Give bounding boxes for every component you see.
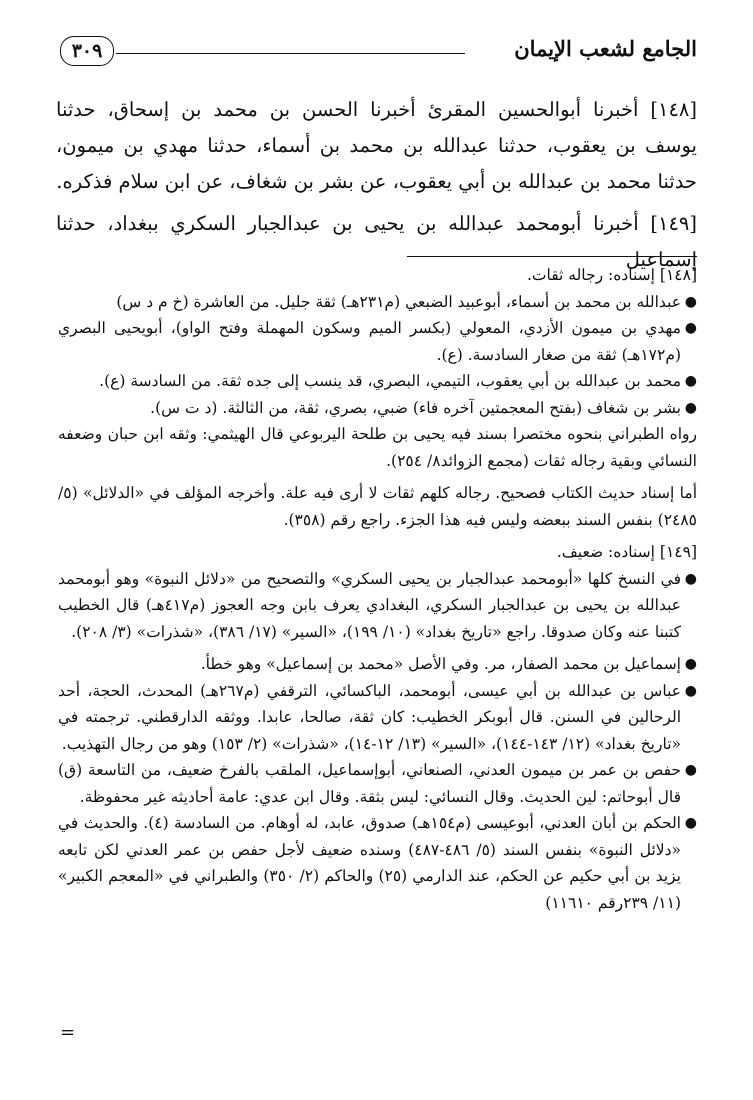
bullet-icon: ● bbox=[684, 570, 697, 587]
footnote-148-tabarani: رواه الطبراني بنحوه مختصرا بسند فيه يحيى بن طلحة اليربوعي قال الهيثمي: وثقه ابن حبان وضعفه النسائي وبقية رجاله ثقات (مجمع الزوائد٨/ ٢٥٤). bbox=[58, 425, 697, 470]
footnotes bbox=[58, 262, 697, 916]
bullet-icon: ● bbox=[684, 815, 697, 831]
continuation-mark: = bbox=[60, 1022, 76, 1043]
footnote-separator bbox=[407, 256, 697, 257]
list-item: ● مهدي بن ميمون الأزدي، المعولي (بكسر الميم وسكون المهملة وفتح الواو)، أبويحيى البصري (م١٧٢هـ) ثقة من صغار السادسة. (ع). bbox=[58, 315, 697, 368]
hadith-148: [١٤٨] أخبرنا أبوالحسين المقرئ أخبرنا الحسن بن محمد بن إسحاق، حدثنا يوسف بن يعقوب، حدثنا عبدالله بن محمد بن أسماء، حدثنا مهدي بن ميمون، حدثنا محمد بن عبدالله بن أبي يعقوب، عن بشر بن شغاف، عن ابن سلام فذكره. bbox=[56, 98, 697, 193]
footnote-148-conclusion: أما إسناد حديث الكتاب فصحيح. رجاله كلهم ثقات لا أرى فيه علة. وأخرجه المؤلف في «الدلائل» (٥/ ٢٤٨٥) بنفس السند ببعضه وليس فيه هذا الجزء. راجع رقم (٣٥٨). bbox=[58, 484, 697, 529]
bullet-icon: ● bbox=[684, 399, 697, 416]
bullet-icon: ● bbox=[684, 762, 697, 778]
bullet-icon: ● bbox=[684, 656, 697, 672]
footnote-149-narrators bbox=[58, 566, 697, 917]
running-title: الجامع لشعب الإيمان bbox=[514, 36, 697, 61]
bullet-icon: ● bbox=[684, 293, 697, 310]
list-item: ● حفص بن عمر بن ميمون العدني، الصنعاني، أبوإسماعيل، الملقب بالفرخ ضعيف، من التاسعة (ق) قال أبوحاتم: لين الحديث. وقال النسائي: ليس بثقة. وقال ابن عدي: عامة أحاديثه غير محفوظة. bbox=[58, 757, 697, 810]
footnote-148-heading: [١٤٨] إسناده: رجاله ثقات. bbox=[526, 266, 697, 284]
list-item: ● الحكم بن أبان العدني، أبوعيسى (م١٥٤هـ) صدوق، عابد، له أوهام. من السادسة (٤). والحديث في «دلائل النبوة» بنفس السند (٥/ ٤٨٦-٤٨٧) وسنده ضعيف لأجل حفص بن عمر العدني لكن تابعه يزيد بن أبي حكيم عن الحكم، عند الدارمي (٢٥) والحاكم (٢/ ٣٥٠) والطبراني في «المعجم الكبير» (١١/ ٢٣٩رقم ١١٦١٠) bbox=[58, 810, 697, 916]
footnote-149-heading: [١٤٩] إسناده: ضعيف. bbox=[556, 543, 697, 561]
hadith-149-start: [١٤٩] أخبرنا أبومحمد عبدالله بن يحيى بن عبدالجبار السكري ببغداد، حدثنا إسماعيل bbox=[56, 212, 697, 271]
list-item: ● في النسخ كلها «أبومحمد عبدالجبار بن يحيى السكري» والتصحيح من «دلائل النبوة» وهو أبومحمد عبدالله بن يحيى بن عبدالجبار السكري، البغدادي يعرف بابن وجه العجوز (م٤١٧هـ) قال الخطيب كتبنا عنه وكان صدوقا. راجع «تاريخ بغداد» (١٠/ ١٩٩)، «السير» (١٧/ ٣٨٦)، «شذرات» (٣/ ٢٠٨). bbox=[58, 566, 697, 646]
list-item: ● عباس بن عبدالله بن أبي عيسى، أبومحمد، الباكسائي، الترقفي (م٢٦٧هـ) المحدث، الحجة، أحد الرحالين في السنن. قال أبوبكر الخطيب: كان ثقة، صالحا، عابدا. ووثقه الدارقطني. ترجمته في «تاريخ بغداد» (١٢/ ١٤٣-١٤٤)، «السير» (١٣/ ١٢-١٤)، «شذرات» (٢/ ١٥٣) وهو من رجال التهذيب. bbox=[58, 678, 697, 758]
bullet-icon: ● bbox=[684, 373, 697, 389]
header-rule bbox=[116, 53, 465, 54]
list-item: ● بشر بن شغاف (بفتح المعجمتين آخره فاء) ضبي، بصري، ثقة، من الثالثة. (د ت س). bbox=[58, 395, 697, 422]
footnote-148-narrators bbox=[58, 289, 697, 422]
page-number-badge: ٣٠٩ bbox=[60, 36, 114, 66]
bullet-icon: ● bbox=[684, 682, 697, 699]
list-item: ● إسماعيل بن محمد الصفار، مر. وفي الأصل «محمد بن إسماعيل» وهو خطأ. bbox=[58, 651, 697, 678]
page-header bbox=[60, 36, 697, 70]
list-item: ● عبدالله بن محمد بن أسماء، أبوعبيد الضبعي (م٢٣١هـ) ثقة جليل. من العاشرة (خ م د س) bbox=[58, 289, 697, 316]
bullet-icon: ● bbox=[684, 320, 697, 336]
list-item: ● محمد بن عبدالله بن أبي يعقوب، التيمي، البصري، قد ينسب إلى جده ثقة. من السادسة (ع). bbox=[58, 368, 697, 395]
